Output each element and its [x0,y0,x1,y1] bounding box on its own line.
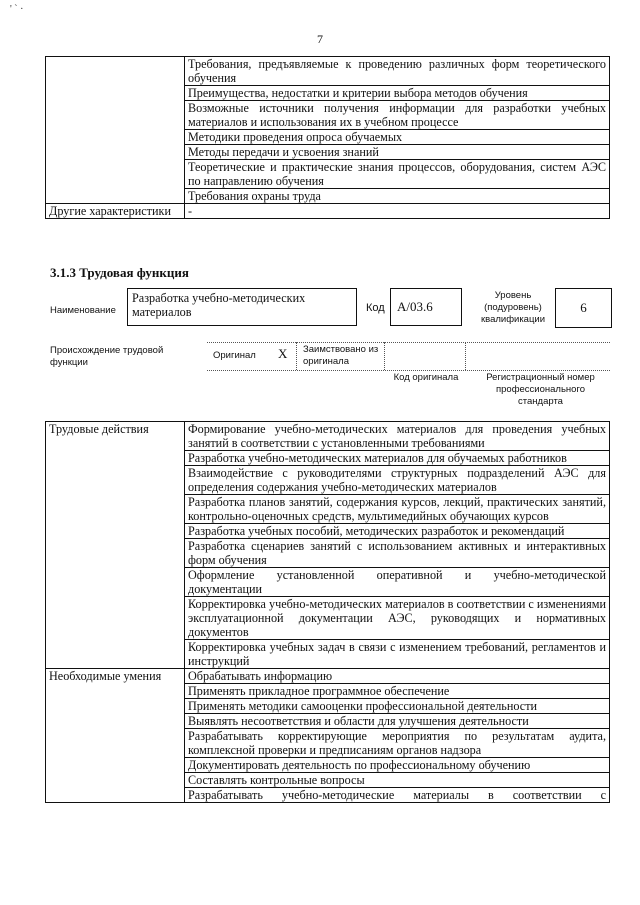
labor-action-item: Разработка планов занятий, содержания курсов, лекций, практических занятий, контрольно-оценочных средств, мультимедийных обучающих курсов [185,495,610,524]
origin-divider-2 [384,342,385,370]
skill-item: Применять методики самооценки профессиональной деятельности [185,699,610,714]
labor-action-item: Разработка учебно-методических материалов для обучаемых работников [185,451,610,466]
section-title: 3.1.3 Трудовая функция [50,265,189,280]
knowledge-label-cell [46,57,185,204]
required-skills-label: Необходимые умения [46,669,185,803]
skill-item: Обрабатывать информацию [185,669,610,684]
labor-action-item: Разработка учебных пособий, методических разработок и рекомендаций [185,524,610,539]
labor-action-item: Оформление установленной оперативной и учебно-методической документации [185,568,610,597]
labor-action-item: Взаимодействие с руководителями структурных подразделений АЭС для определения содержания учебно-методических материалов [185,466,610,495]
skill-item: Применять прикладное программное обеспечение [185,684,610,699]
function-details-table [45,421,610,803]
skill-item: Составлять контрольные вопросы [185,773,610,788]
function-name-value: Разработка учебно-методических материалов [132,291,306,319]
name-label: Наименование [50,305,116,316]
knowledge-item: Теоретические и практические знания процессов, оборудования, систем АЭС по направлению обучения [185,160,610,189]
function-name-box [127,288,357,326]
origin-label: Происхождение трудовой функции [50,345,164,368]
knowledge-item: Требования охраны труда [185,189,610,204]
level-box [555,288,612,328]
knowledge-item: Требования, предъявляемые к проведению различных форм теоретического обучения [185,57,610,86]
labor-action-item: Корректировка учебных задач в связи с изменением требований, регламентов и инструкций [185,640,610,669]
level-label: Уровень (подуровень) квалификации [480,290,546,325]
skill-item: Разрабатывать учебно-методические материалы в соответствии с [185,788,610,803]
code-label: Код [366,302,385,314]
borrowed-label: Заимствовано из оригинала [303,344,379,367]
reg-number-label: Регистрационный номер профессионального стандарта [486,372,595,407]
level-value: 6 [580,300,587,315]
original-label: Оригинал [213,350,256,361]
knowledge-item: Возможные источники получения информации для разработки учебных материалов и использования их в учебном процессе [185,101,610,130]
code-value: А/03.6 [397,299,433,314]
other-characteristics-value: - [185,204,610,219]
other-characteristics-label: Другие характеристики [46,204,185,219]
knowledge-item: Методы передачи и усвоения знаний [185,145,610,160]
knowledge-table [45,56,610,219]
skill-item: Выявлять несоответствия и области для улучшения деятельности [185,714,610,729]
scan-corner-marks: ' ` · [10,4,24,15]
origin-divider-3 [465,342,466,370]
origin-top-line [207,342,610,343]
origin-divider [296,342,297,370]
code-original-label: Код оригинала [393,372,459,383]
skill-item: Документировать деятельность по профессиональному обучению [185,758,610,773]
labor-action-item: Разработка сценариев занятий с использованием активных и интерактивных форм обучения [185,539,610,568]
page-number: 7 [317,32,323,46]
knowledge-item: Методики проведения опроса обучаемых [185,130,610,145]
code-box [390,288,462,326]
origin-bottom-line [207,370,610,371]
knowledge-item: Преимущества, недостатки и критерии выбора методов обучения [185,86,610,101]
skill-item: Разрабатывать корректирующие мероприятия по результатам аудита, комплексной проверки и предписаниям органов надзора [185,729,610,758]
labor-actions-label: Трудовые действия [46,422,185,669]
original-mark: X [278,346,288,361]
labor-action-item: Корректировка учебно-методических материалов в соответствии с изменениями эксплуатационной документации АЭС, руководящих и нормативных документов [185,597,610,640]
labor-action-item: Формирование учебно-методических материалов для проведения учебных занятий в соответствии с установленными требованиями [185,422,610,451]
